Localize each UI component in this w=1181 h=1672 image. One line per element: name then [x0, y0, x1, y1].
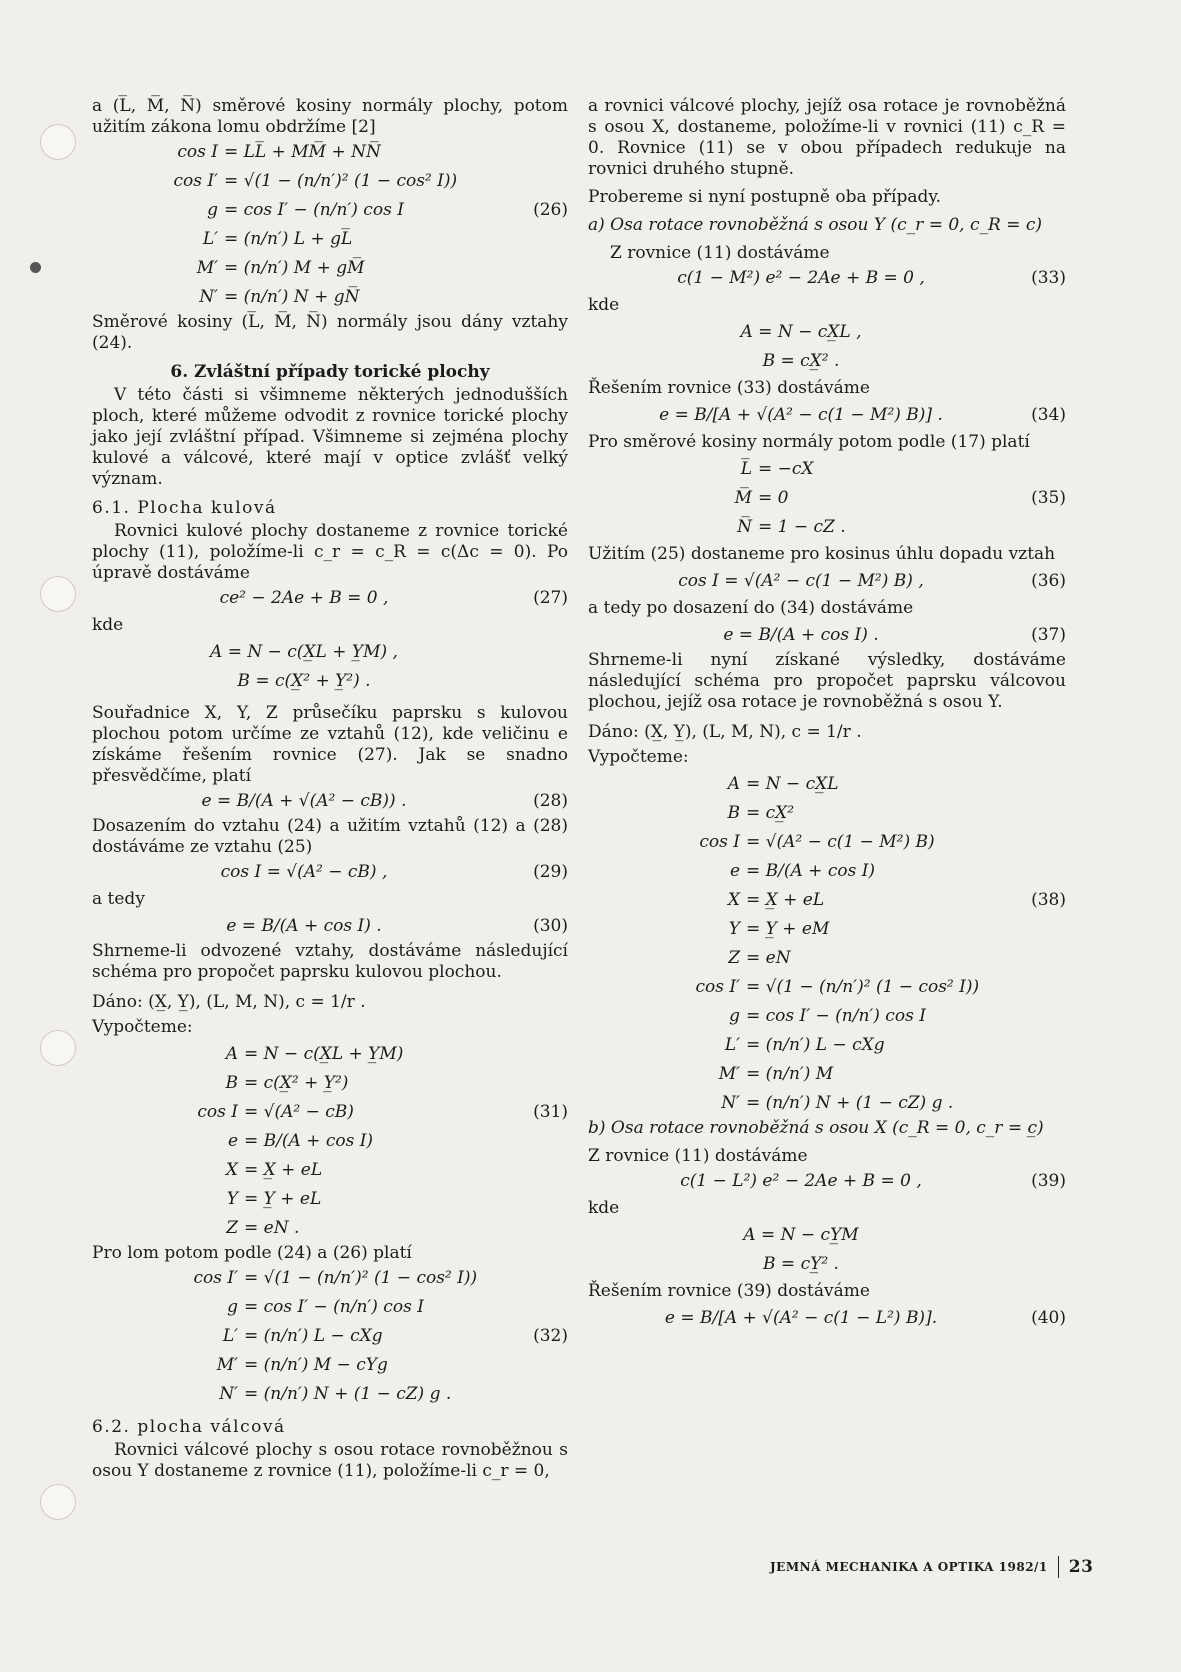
eq26-row: [92, 254, 568, 283]
punch-dot: [30, 262, 41, 273]
solution-33-label: Řešením rovnice (33) dostáváme: [588, 378, 870, 398]
eq32-num: [516, 1380, 568, 1409]
eq26-row: [92, 138, 568, 167]
equation-34-body: e = B/[A + √(A² − c(1 − M²) B)] .: [659, 405, 943, 425]
equation-block-35: [588, 455, 1066, 542]
eq35-row: [588, 513, 1066, 542]
equation-30-body: e = B/(A + cos I) .: [226, 916, 382, 936]
punch-hole-bottom: [40, 1484, 76, 1520]
eq32-num: [516, 1264, 568, 1293]
eq31-rhs: = N − c(X̲L + Y̲M): [244, 1044, 404, 1064]
equation-39-body: c(1 − L²) e² − 2Ae + B = 0 ,: [680, 1171, 922, 1191]
equation-33-b-body: B = cX̲² .: [762, 351, 840, 371]
incidence-cosine-label: Užitím (25) dostaneme pro kosinus úhlu dopadu vztah: [588, 544, 1056, 564]
eq38-lhs: e: [729, 861, 740, 881]
eq38-lhs: L′: [724, 1035, 740, 1055]
eq31-rhs: = X̲ + eL: [244, 1160, 323, 1180]
case-b-heading: b) Osa rotace rovnoběžná s osou X (c_R = 0, c_r = c̲): [588, 1118, 1044, 1138]
equation-28-number: (28): [533, 791, 568, 811]
punch-hole-lower: [40, 1030, 76, 1066]
eq32-lhs: M′: [216, 1355, 238, 1375]
eq38-row: [588, 770, 1066, 799]
section-6-heading: 6. Zvláštní případy torické plochy: [170, 362, 490, 382]
equation-27-body: ce² − 2Ae + B = 0 ,: [219, 588, 389, 608]
eq35-lhs: M̅: [734, 488, 752, 508]
equation-36: [588, 567, 1066, 596]
kde-label: kde: [92, 615, 124, 635]
eq38-row: [588, 886, 1066, 915]
coordinates-paragraph: Souřadnice X, Y, Z průsečíku paprsku s kulovou plochou potom určíme ze vztahů (12), kde veličinu e získáme řešením rovnice (27). Jak se snadno přesvědčíme, platí: [92, 703, 568, 786]
eq31-row: [92, 1040, 568, 1069]
kde-label-2: kde: [588, 295, 620, 315]
equation-39-a: [588, 1221, 1066, 1250]
eq32-num: (32): [533, 1326, 568, 1346]
eq31-lhs: cos I: [197, 1102, 238, 1122]
equation-27-a-body: A = N − c(X̲L + Y̲M) ,: [210, 642, 398, 662]
eq32-rhs: = (n/n′) N + (1 − cZ) g .: [244, 1384, 452, 1404]
eq31-num: [516, 1069, 568, 1098]
equation-28: [92, 787, 568, 816]
eq35-rhs: = 1 − cZ .: [758, 517, 846, 537]
eq38-row: [588, 828, 1066, 857]
eq26-row: [92, 225, 568, 254]
eq31-lhs: Y: [226, 1189, 238, 1209]
eq26-num: (26): [533, 200, 568, 220]
eq38-rhs: = cos I′ − (n/n′) cos I: [746, 1006, 926, 1026]
eq38-num: [1014, 1060, 1066, 1089]
equation-33-body: c(1 − M²) e² − 2Ae + B = 0 ,: [677, 268, 925, 288]
eq32-row: [92, 1351, 568, 1380]
eq38-row: [588, 857, 1066, 886]
equation-27: [92, 584, 568, 613]
eq38-rhs: = eN: [746, 948, 791, 968]
intro-paragraph: a (L̅, M̅, N̅) směrové kosiny normály plochy, potom užitím zákona lomu obdržíme [2]: [92, 96, 568, 137]
equation-28-body: e = B/(A + √(A² − cB)) .: [201, 791, 407, 811]
eq26-lhs: g: [207, 200, 218, 220]
direction-cosines-paragraph: Směrové kosiny (L̅, M̅, N̅) normály jsou dány vztahy (24).: [92, 312, 568, 353]
eq31-row: [92, 1069, 568, 1098]
eq38-num: [1014, 828, 1066, 857]
equation-30-number: (30): [533, 916, 568, 936]
equation-29-number: (29): [533, 862, 568, 882]
eq26-row: [92, 167, 568, 196]
equation-33-number: (33): [1031, 268, 1066, 288]
eq38-row: [588, 1002, 1066, 1031]
refraction-paragraph: Pro lom potom podle (24) a (26) platí: [92, 1243, 412, 1263]
eq38-rhs: = Y̲ + eM: [746, 919, 830, 939]
case-a-heading: a) Osa rotace rovnoběžná s osou Y (c_r = 0, c_R = c): [588, 215, 1043, 235]
eq38-rhs: = √(1 − (n/n′)² (1 − cos² I)): [746, 977, 980, 997]
eq26-lhs: L′: [202, 229, 218, 249]
eq31-lhs: A: [225, 1044, 238, 1064]
equation-27-b: [92, 667, 568, 696]
eq38-row: [588, 1060, 1066, 1089]
after-substitution-label: a tedy po dosazení do (34) dostáváme: [588, 598, 914, 618]
left-column: [92, 96, 568, 1482]
eq38-row: [588, 799, 1066, 828]
eq35-num: [1014, 513, 1066, 542]
eq32-rhs: = (n/n′) L − cXg: [244, 1326, 383, 1346]
eq38-num: [1014, 973, 1066, 1002]
eq31-num: [516, 1127, 568, 1156]
eq38-num: [1014, 770, 1066, 799]
eq38-rhs: = √(A² − c(1 − M²) B): [746, 832, 935, 852]
given-line-2: Dáno: (X̲, Y̲), (L, M, N), c = 1/r .: [588, 722, 862, 742]
eq38-num: (38): [1031, 890, 1066, 910]
eq38-rhs: = B/(A + cos I): [746, 861, 876, 881]
eq26-rhs: = (n/n′) N + gN̅: [224, 287, 360, 307]
eq31-num: (31): [533, 1102, 568, 1122]
eq31-row: [92, 1098, 568, 1127]
section-6-2-paragraph: Rovnici válcové plochy s osou rotace rovnoběžnou s osou Y dostaneme z rovnice (11), položíme-li c_r = 0,: [92, 1440, 568, 1481]
eq38-row: [588, 1089, 1066, 1118]
eq31-lhs: Z: [226, 1218, 238, 1238]
page-number: 23: [1068, 1557, 1094, 1577]
eq26-lhs: N′: [199, 287, 218, 307]
eq26-num: [516, 283, 568, 312]
equation-39-b-body: B = cY̲² .: [763, 1254, 839, 1274]
eq32-row: [92, 1264, 568, 1293]
equation-40-body: e = B/[A + √(A² − c(1 − L²) B)].: [664, 1308, 938, 1328]
eq31-lhs: B: [225, 1073, 238, 1093]
eq35-row: [588, 455, 1066, 484]
equation-33-b: [588, 347, 1066, 376]
eq38-rhs: = (n/n′) L − cXg: [746, 1035, 885, 1055]
compute-label-2: Vypočteme:: [588, 747, 689, 767]
eq38-lhs: g: [729, 1006, 740, 1026]
right-summary-paragraph: Shrneme-li nyní získané výsledky, dostáváme následující schéma pro propočet paprsku válcovou plochou, jejíž osa rotace je rovnoběžná s osou Y.: [588, 650, 1066, 712]
compute-label: Vypočteme:: [92, 1017, 193, 1037]
eq38-row: [588, 973, 1066, 1002]
equation-36-number: (36): [1031, 571, 1066, 591]
eq35-num: (35): [1031, 488, 1066, 508]
eq38-rhs: = X̲ + eL: [746, 890, 825, 910]
eq35-rhs: = −cX: [758, 459, 814, 479]
from-equation-11-label: Z rovnice (11) dostáváme: [610, 243, 830, 263]
section-6-paragraph: V této části si všimneme některých jednodušších ploch, které můžeme odvodit z rovnice torické plochy jako její zvláštní případ. Všimneme si zejména plochy kulové a válcové, které mají v optice zvlášť velký význam.: [92, 385, 568, 489]
equation-34: [588, 401, 1066, 430]
eq32-rhs: = √(1 − (n/n′)² (1 − cos² I)): [244, 1268, 478, 1288]
eq32-rhs: = (n/n′) M − cYg: [244, 1355, 388, 1375]
eq38-row: [588, 944, 1066, 973]
section-6-2-heading: 6.2. plocha válcová: [92, 1417, 286, 1437]
eq31-rhs: = √(A² − cB): [244, 1102, 354, 1122]
equation-39-number: (39): [1031, 1171, 1066, 1191]
equation-37-number: (37): [1031, 625, 1066, 645]
eq31-row: [92, 1127, 568, 1156]
eq26-num: [516, 254, 568, 283]
eq38-rhs: = N − cX̲L: [746, 774, 839, 794]
eq26-lhs: cos I′: [173, 171, 218, 191]
a-tedy-label: a tedy: [92, 889, 145, 909]
equation-27-a: [92, 638, 568, 667]
solution-39-label: Řešením rovnice (39) dostáváme: [588, 1281, 870, 1301]
eq31-num: [516, 1185, 568, 1214]
eq26-rhs: = cos I′ − (n/n′) cos I: [224, 200, 404, 220]
eq38-row: [588, 915, 1066, 944]
eq38-num: [1014, 1002, 1066, 1031]
eq38-lhs: Z: [728, 948, 740, 968]
eq26-rhs: = LL̅ + MM̅ + NN̅: [224, 142, 381, 162]
eq38-num: [1014, 1089, 1066, 1118]
eq38-lhs: Y: [728, 919, 740, 939]
eq32-row: [92, 1380, 568, 1409]
equation-30: [92, 912, 568, 941]
eq38-lhs: A: [727, 774, 740, 794]
eq31-rhs: = c(X̲² + Y̲²): [244, 1073, 349, 1093]
eq31-lhs: X: [225, 1160, 238, 1180]
eq38-rhs: = (n/n′) N + (1 − cZ) g .: [746, 1093, 954, 1113]
normal-cosines-label: Pro směrové kosiny normály potom podle (17) platí: [588, 432, 1030, 452]
eq26-num: [516, 138, 568, 167]
equation-33: [588, 264, 1066, 293]
eq38-num: [1014, 915, 1066, 944]
eq32-row: [92, 1322, 568, 1351]
equation-27-b-body: B = c(X̲² + Y̲²) .: [237, 671, 371, 691]
eq38-num: [1014, 857, 1066, 886]
equation-40-number: (40): [1031, 1308, 1066, 1328]
eq26-lhs: M′: [196, 258, 218, 278]
given-line: Dáno: (X̲, Y̲), (L, M, N), c = 1/r .: [92, 992, 366, 1012]
eq31-num: [516, 1156, 568, 1185]
summary-paragraph: Shrneme-li odvozené vztahy, dostáváme následující schéma pro propočet paprsku kulovou plochou.: [92, 941, 568, 982]
eq38-row: [588, 1031, 1066, 1060]
eq38-rhs: = (n/n′) M: [746, 1064, 834, 1084]
equation-36-body: cos I = √(A² − c(1 − M²) B) ,: [678, 571, 924, 591]
eq32-num: [516, 1351, 568, 1380]
eq31-rhs: = Y̲ + eL: [244, 1189, 322, 1209]
eq38-lhs: N′: [721, 1093, 740, 1113]
eq38-num: [1014, 799, 1066, 828]
eq32-lhs: L′: [222, 1326, 238, 1346]
equation-block-38: [588, 770, 1066, 1118]
equation-block-32: [92, 1264, 568, 1409]
eq38-num: [1014, 1031, 1066, 1060]
cases-paragraph: Probereme si nyní postupně oba případy.: [588, 187, 942, 207]
punch-hole-middle: [40, 576, 76, 612]
equation-27-number: (27): [533, 588, 568, 608]
eq26-lhs: cos I: [177, 142, 218, 162]
equation-37-body: e = B/(A + cos I) .: [723, 625, 879, 645]
equation-29-body: cos I = √(A² − cB) ,: [220, 862, 388, 882]
footer-divider: [1058, 1556, 1059, 1578]
eq32-num: [516, 1293, 568, 1322]
eq35-lhs: L̅: [740, 459, 752, 479]
equation-37: [588, 621, 1066, 650]
eq31-lhs: e: [227, 1131, 238, 1151]
section-6-1-heading: 6.1. Plocha kulová: [92, 498, 277, 518]
eq38-lhs: cos I′: [695, 977, 740, 997]
eq32-lhs: cos I′: [193, 1268, 238, 1288]
eq32-lhs: N′: [219, 1384, 238, 1404]
eq31-rhs: = B/(A + cos I): [244, 1131, 374, 1151]
equation-34-number: (34): [1031, 405, 1066, 425]
eq26-rhs: = (n/n′) L + gL̅: [224, 229, 353, 249]
page-footer: [770, 1556, 1093, 1578]
eq31-num: [516, 1040, 568, 1069]
eq26-rhs: = √(1 − (n/n′)² (1 − cos² I)): [224, 171, 458, 191]
section-6-1-paragraph: Rovnici kulové plochy dostaneme z rovnice torické plochy (11), položíme-li c_r = c_R = c(Δc = 0). Po úpravě dostáváme: [92, 521, 568, 583]
equation-39-a-body: A = N − cY̲M: [743, 1225, 859, 1245]
eq31-row: [92, 1156, 568, 1185]
substitution-paragraph: Dosazením do vztahu (24) a užitím vztahů (12) a (28) dostáváme ze vztahu (25): [92, 816, 568, 857]
eq26-rhs: = (n/n′) M + gM̅: [224, 258, 365, 278]
journal-title: JEMNÁ MECHANIKA A OPTIKA 1982/1: [770, 1560, 1048, 1574]
equation-39-b: [588, 1250, 1066, 1279]
eq26-row: [92, 196, 568, 225]
eq38-lhs: M′: [718, 1064, 740, 1084]
right-top-paragraph: a rovnici válcové plochy, jejíž osa rotace je rovnoběžná s osou X, dostaneme, položíme-li v rovnici (11) c_R = 0. Rovnice (11) se v obou případech redukuje na rovnici druhého stupně.: [588, 96, 1066, 179]
eq26-row: [92, 283, 568, 312]
eq38-lhs: B: [727, 803, 740, 823]
equation-29: [92, 858, 568, 887]
eq26-num: [516, 167, 568, 196]
equation-block-31: [92, 1040, 568, 1243]
eq38-rhs: = cX̲²: [746, 803, 795, 823]
eq31-row: [92, 1185, 568, 1214]
eq32-lhs: g: [227, 1297, 238, 1317]
eq38-lhs: X: [727, 890, 740, 910]
kde-label-3: kde: [588, 1198, 620, 1218]
eq32-row: [92, 1293, 568, 1322]
equation-block-26: [92, 138, 568, 312]
eq32-rhs: = cos I′ − (n/n′) cos I: [244, 1297, 424, 1317]
eq31-num: [516, 1214, 568, 1243]
eq35-rhs: = 0: [758, 488, 789, 508]
eq31-row: [92, 1214, 568, 1243]
equation-39: [588, 1167, 1066, 1196]
from-equation-11-label-2: Z rovnice (11) dostáváme: [588, 1146, 808, 1166]
eq31-rhs: = eN .: [244, 1218, 300, 1238]
punch-hole-top: [40, 124, 76, 160]
equation-40: [588, 1304, 1066, 1333]
eq38-num: [1014, 944, 1066, 973]
equation-33-a: [588, 318, 1066, 347]
eq38-lhs: cos I: [699, 832, 740, 852]
eq35-row: [588, 484, 1066, 513]
equation-33-a-body: A = N − cX̲L ,: [740, 322, 862, 342]
eq35-num: [1014, 455, 1066, 484]
eq26-num: [516, 225, 568, 254]
eq35-lhs: N̅: [737, 517, 752, 537]
right-column: [588, 96, 1066, 1333]
